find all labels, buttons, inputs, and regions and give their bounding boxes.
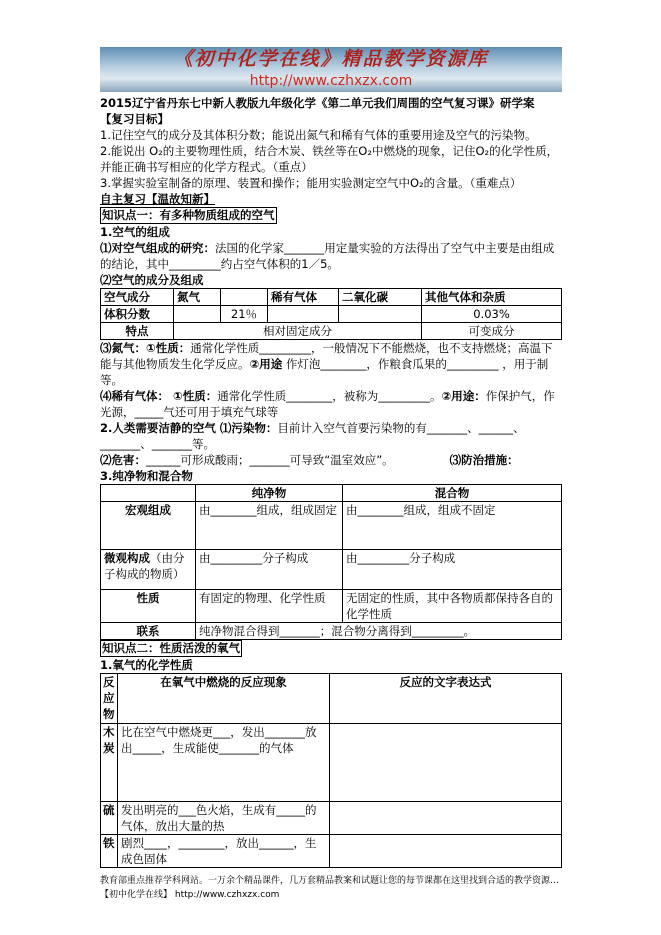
kp2-heading: 知识点二：性质活泼的氧气 bbox=[102, 641, 240, 655]
cell bbox=[339, 306, 422, 323]
footer-url[interactable]: http://www.czhxzx.com bbox=[174, 890, 280, 900]
cell: 由________组成，组成固定 bbox=[196, 502, 343, 550]
text: 通常化学性质________，被称为_________。 bbox=[217, 389, 442, 403]
text: ______可形成酸雨；_______可导致“温室效应”。 bbox=[146, 453, 394, 467]
table-row bbox=[101, 802, 562, 835]
cell: 比在空气中燃烧更___，发出_______放出_____，生成能使_______的气体 bbox=[118, 724, 330, 802]
section-heading: 1.空气的组成 bbox=[100, 225, 170, 239]
table-row bbox=[101, 323, 562, 340]
cell: 剧烈____，________，放出______，生成色固体 bbox=[118, 835, 330, 868]
label: ⑶防治措施： bbox=[449, 453, 519, 467]
table-row bbox=[101, 502, 562, 550]
text: 通常化学性质_________，一般情况下不能燃烧，也不支持燃烧；高温下能与其他物质发生化学反应。 bbox=[100, 341, 553, 371]
footer bbox=[100, 874, 562, 902]
table-row bbox=[101, 674, 562, 724]
cell bbox=[268, 306, 339, 323]
pure-mixture-table bbox=[100, 484, 562, 640]
cell: 性质 bbox=[101, 590, 196, 623]
label: ②用途： bbox=[441, 389, 486, 403]
cell: 特点 bbox=[101, 323, 174, 340]
cell bbox=[101, 550, 196, 590]
cell bbox=[221, 289, 268, 306]
cell: 木炭 bbox=[101, 724, 118, 802]
text: （由分子构成的物质） bbox=[104, 551, 185, 581]
cell: 纯净物 bbox=[196, 485, 343, 502]
cell: 由________组成，组成不固定 bbox=[343, 502, 562, 550]
goal-item: 1.记住空气的成分及其体积分数；能说出氮气和稀有气体的重要用途及空气的污染物。 bbox=[100, 128, 537, 142]
cell bbox=[330, 802, 562, 835]
label: ②用途 bbox=[249, 357, 283, 371]
cell: 0.03% bbox=[422, 306, 562, 323]
cell: 反应物 bbox=[101, 674, 118, 724]
cell: 宏观组成 bbox=[101, 502, 196, 550]
table-row bbox=[101, 485, 562, 502]
section-heading: 1.氧气的化学性质 bbox=[100, 658, 193, 672]
text: 法国的化学家_______用定量实验的方法得出了空气中主要是由组成的结论，其中_________约占空气体积的1／5。 bbox=[100, 241, 555, 271]
banner-logo bbox=[100, 47, 562, 92]
cell: 纯净物混合得到_______；混合物分离得到_________。 bbox=[196, 623, 562, 640]
goals-heading: 【复习目标】 bbox=[100, 112, 169, 126]
paragraph bbox=[100, 420, 562, 452]
label: ⑴污染物： bbox=[215, 421, 278, 435]
oxygen-reaction-table bbox=[100, 673, 562, 868]
cell: 可变成分 bbox=[422, 323, 562, 340]
label: ⑶氮气：①性质： bbox=[100, 341, 191, 355]
table-row bbox=[101, 835, 562, 868]
cell: 铁 bbox=[101, 835, 118, 868]
table-row bbox=[101, 550, 562, 590]
label: ⑵危害： bbox=[100, 453, 146, 467]
goal-item: 2.能说出 O₂的主要物理性质，结合木炭、铁丝等在O₂中燃烧的现象，记住O₂的化学性质，并能正确书写相应的化学方程式。（重点） bbox=[100, 144, 559, 174]
cell: 在氧气中燃烧的反应现象 bbox=[118, 674, 330, 724]
cell bbox=[101, 485, 196, 502]
table-row bbox=[101, 623, 562, 640]
cell: 21％ bbox=[221, 306, 268, 323]
cell: 发出明亮的___色火焰，生成有_____的气体，放出大量的热 bbox=[118, 802, 330, 835]
cell: 稀有气体 bbox=[268, 289, 339, 306]
table-row bbox=[101, 289, 562, 306]
self-review-heading: 自主复习【温故知新】 bbox=[100, 192, 215, 206]
air-composition-table bbox=[100, 288, 562, 340]
label: ⑷稀有气体： ①性质： bbox=[100, 389, 218, 403]
text: 作保护气，作光源，_____气还可用于填充气球等 bbox=[100, 389, 555, 419]
paragraph bbox=[100, 452, 562, 468]
cell: 其他气体和杂质 bbox=[422, 289, 562, 306]
text: 作灯泡________，作粮食瓜果的_________ ，用于制等。 bbox=[100, 357, 549, 387]
section-heading: ⑵空气的成分及组成 bbox=[100, 273, 204, 287]
table-row bbox=[101, 306, 562, 323]
cell: 相对固定成分 bbox=[174, 323, 422, 340]
cell: 有固定的物理、化学性质 bbox=[196, 590, 343, 623]
table-row bbox=[101, 724, 562, 802]
cell: 联系 bbox=[101, 623, 196, 640]
cell: 氮气 bbox=[174, 289, 221, 306]
cell: 由_________分子构成 bbox=[196, 550, 343, 590]
paragraph bbox=[100, 388, 562, 420]
cell: 无固定的性质，其中各物质都保持各自的化学性质 bbox=[343, 590, 562, 623]
paragraph bbox=[100, 240, 562, 272]
label: ⑴对空气组成的研究： bbox=[100, 241, 215, 255]
cell: 混合物 bbox=[343, 485, 562, 502]
section-heading: 2.人类需要洁静的空气 bbox=[100, 421, 216, 435]
cell: 由_________分子构成 bbox=[343, 550, 562, 590]
cell bbox=[330, 835, 562, 868]
banner-url: http://www.czhxzx.com bbox=[249, 73, 413, 89]
section-heading: 3.纯净物和混合物 bbox=[100, 469, 193, 483]
paragraph bbox=[100, 340, 562, 388]
cell: 体积分数 bbox=[101, 306, 174, 323]
banner-title: 《初中化学在线》精品教学资源库 bbox=[173, 48, 489, 70]
footer-text: 教育部重点推荐学科网站。一万余个精品课件，几万套精品教案和试题让您的每节课都在这里找到合适的教学资源…【初中化学在线】 bbox=[100, 876, 560, 900]
cell: 反应的文字表达式 bbox=[330, 674, 562, 724]
document-title: 2015辽宁省丹东七中新人教版九年级化学《第二单元我们周围的空气复习课》研学案 bbox=[100, 96, 535, 110]
cell: 空气成分 bbox=[101, 289, 174, 306]
document-page bbox=[100, 47, 562, 902]
label: 微观构成 bbox=[104, 551, 150, 565]
goal-item: 3.掌握实验室制备的原理、装置和操作；能用实验测定空气中O₂的含量。（重难点） bbox=[100, 176, 522, 190]
cell bbox=[330, 724, 562, 802]
kp1-heading: 知识点一：有多种物质组成的空气 bbox=[102, 208, 275, 222]
cell bbox=[174, 306, 221, 323]
text: 目前计入空气首要污染物的有_______、______、_______、_______等。 bbox=[100, 421, 525, 451]
cell: 二氧化碳 bbox=[339, 289, 422, 306]
table-row bbox=[101, 590, 562, 623]
cell: 硫 bbox=[101, 802, 118, 835]
